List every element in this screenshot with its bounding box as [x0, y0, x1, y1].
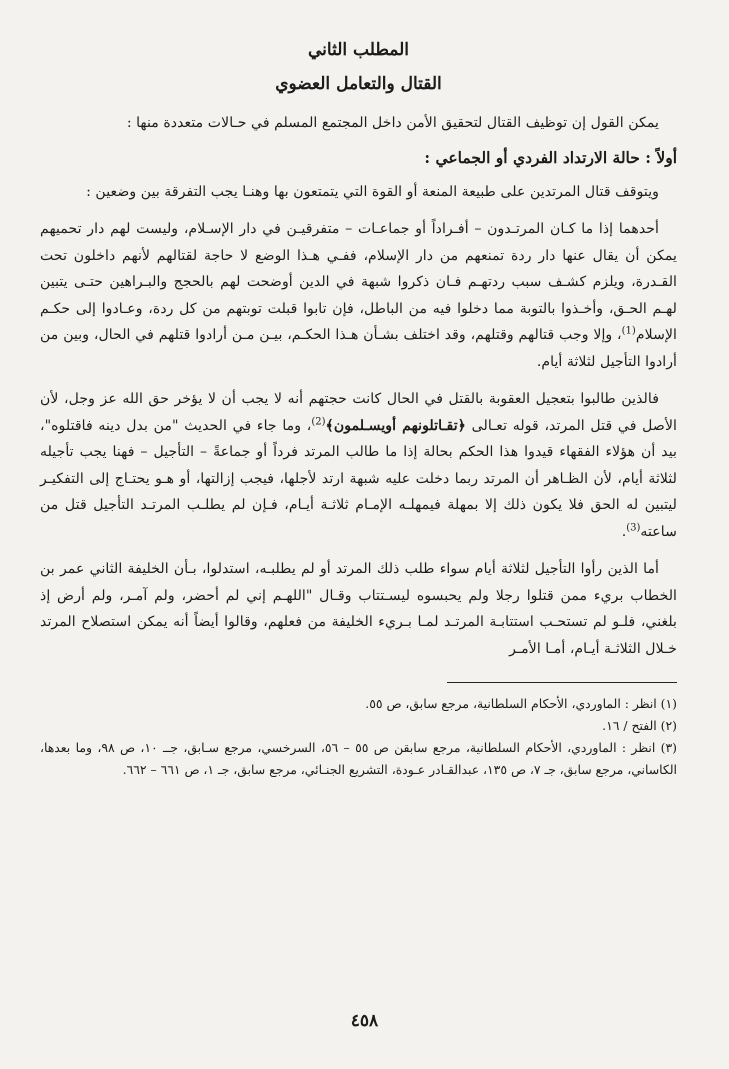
paragraph-1: ويتوقف قتال المرتدين على طبيعة المنعة أو القوة التي يتمتعون بها وهنـا يجب التفرقة بين وضعين :	[86, 183, 659, 200]
footnote-ref-2: (2)	[311, 415, 326, 427]
paragraph-2-text-a: أحدهما إذا ما كـان المرتـدون – أفـراداً أو جماعـات – متفرقيـن في دار الإسـلام، وليست لهم دار تحميهم يمكن أن يقال عنها دار ردة تمنعهم من دار الإسلام، ففـي هـذا الوضع لا حاجة لقتالهم لأنهم داخلون تحت القـدرة، ويلزم كشـف سبب ردتهـم فـان ذكروا شبهة في الدين أوضحت لهم بالحجج والبـراهين حتـى يتبين لهـم الحـق، وأخـذوا بالتوبة مما دخلوا فيه من الباطل، فإن تابوا قبلت توبتهم من كل ردة، وعـادوا إلى حكـم الإسلام	[40, 221, 677, 343]
footnote-2: (٢) الفتح / ١٦.	[602, 718, 677, 733]
paragraph-3-text-b: ، وما جاء في الحديث "من بدل دينه فاقتلوه"، بيد أن هؤلاء الفقهاء قيدوا هذا الحكم بحالة إذا ما طالب المرتد فرداً أو جماعةً – التأجيل – فهنا يجب تأجيله لثلاثة أيام، لأن الظـاهر أن المرتد ربما دخلت عليه شبهة ارتد لأجلها، فيجب إزالتها، أو هـو يحتـاج إلى التفكيـر ليتبين له الحق فلا يكون ذلك إلا بمهلة فيمهلـه الإمـام ثلاثـة أيـام، فـإن لم يطلـب المرتـد التأجيل قتل من ساعته	[40, 417, 677, 540]
paragraph-3	[40, 386, 677, 545]
footnote-ref-3: (3)	[626, 521, 641, 533]
paragraph-2-text-b: ، وإلا وجب قتالهم وقتلهم، وقد اختلف بشـأن هـذا الحكـم، بيـن مـن أرادوا قتلهم في الحال، وبين من أرادوا التأجيل لثلاثة أيام.	[40, 327, 677, 370]
paragraph-3-text-c: .	[621, 523, 627, 540]
page-content	[40, 40, 677, 781]
quran-quote: ﴿تقـاتلونهم أويسـلمون﴾	[325, 417, 466, 434]
footnote-divider	[447, 682, 677, 683]
footnote-3: (٣) انظر : الماوردي، الأحكام السلطانية، مرجع سابقن ص ٥٥ – ٥٦، السرخسي، مرجع سـابق، جــ ١٠، ص ٩٨، وما بعدها، الكاساني، مرجع سابق، جـ ٧، ص ١٣٥، عبدالقـادر عـودة، التشريع الجنـائي، مرجع سابق، جـ ١، ص ٦٦١ – ٦٦٢.	[40, 740, 677, 777]
footnotes	[40, 693, 677, 781]
paragraph-4: أما الذين رأوا التأجيل لثلاثة أيام سواء طلب ذلك المرتد أو لم يطلبـه، استدلوا، بـأن الخليفة الثاني عمر بن الخطاب بريء ممن قتلوا رجلا ولم يحبسوه ليسـتتاب وقـال "اللهـم إني لم أحضر، ولم آمـر، ولم أرض إذ بلغني، فلـو لم تستحـب استتابـة المرتـد لمـا بـريء الخليفة من فعلهم، وقالوا أيضاً أنه يمكن استصلاح المرتد خـلال الثلاثـة أيـام، أمـا الأمـر	[40, 561, 677, 657]
paragraph-3-text-a: فالذين طالبوا بتعجيل العقوبة بالقتل في الحال كانت حجتهم أنه لا يجب أن لا يؤخر حق الله عز وجل، لأن الأصل في قتل المرتد، قوله تعـالى	[40, 391, 677, 434]
section-title: المطلب الثاني	[307, 40, 410, 60]
footnote-1: (١) انظر : الماوردي، الأحكام السلطانية، مرجع سابق، ص ٥٥.	[365, 696, 677, 711]
page-number: ٤٥٨	[350, 1011, 379, 1031]
intro-paragraph: يمكن القول إن توظيف القتال لتحقيق الأمن داخل المجتمع المسلم في حـالات متعددة منها :	[126, 115, 659, 131]
footnote-ref-1: (1)	[621, 325, 636, 337]
section-subtitle: القتال والتعامل العضوي	[275, 74, 442, 94]
paragraph-2	[40, 216, 677, 375]
heading-first-case: أولاً : حالة الارتداد الفردي أو الجماعي :	[424, 147, 677, 167]
